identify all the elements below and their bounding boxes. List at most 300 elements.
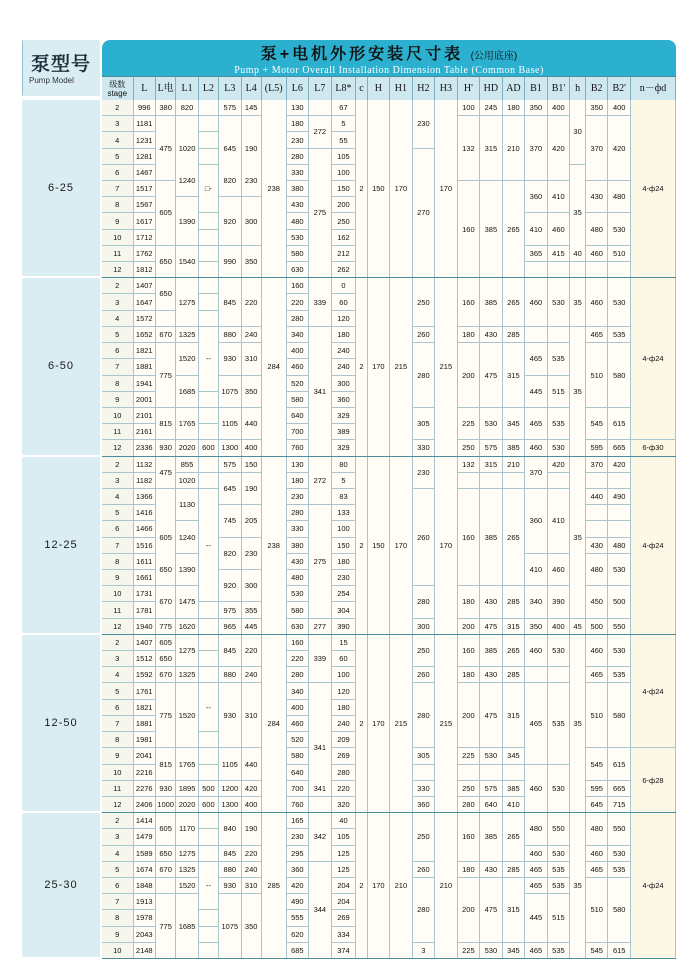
pump-model-header [22,40,100,96]
merged-cell-Hp: 132 [458,116,481,181]
pump-model-12-25: 12-25 [22,457,100,633]
merged-cell-B2p: 530 [608,635,631,667]
merged-cell-Hp: 160 [458,278,481,327]
cell-L8: 133 [332,505,357,521]
cell-stage: 9 [102,748,134,764]
cell-B1p [548,327,571,343]
cell-stage: 5 [102,149,134,165]
cell-L2 [199,732,219,748]
cell-L6: 230 [287,489,310,505]
cell-Hp: 180 [458,327,481,343]
merged-cell-h: 35 [570,813,586,959]
merged-cell-h: 30 [570,100,586,165]
cell-L2 [199,262,219,278]
cell-L: 1981 [134,732,157,748]
cell-L8: 80 [332,457,357,473]
merged-cell-c: 2 [356,457,367,635]
cell-B2p: 535 [608,667,631,683]
merged-cell-B2: 480 [586,213,609,245]
cell-AD: 210 [503,457,526,473]
cell-HD [480,765,503,781]
merged-cell-L1: 1520 [176,343,199,375]
merged-cell-L4: 350 [242,376,262,408]
merged-cell-H2: 280 [413,343,436,408]
cell-L8: 262 [332,262,357,278]
cell-stage: 4 [102,132,134,148]
merged-cell-B1: 460 [525,635,548,667]
merged-cell-nd: 4-ф24 [631,278,676,440]
cell-L8: 180 [332,554,357,570]
merged-cell-L7: 344 [309,862,332,959]
cell-B1: 465 [525,943,548,959]
cell-L2 [199,473,219,489]
merged-cell-B1p: 550 [548,813,571,845]
merged-cell-HD: 530 [480,748,503,764]
cell-stage: 11 [102,424,134,440]
cell-HD: 315 [480,457,503,473]
cell-L6: 490 [287,894,310,910]
merged-cell-L_motor: 775 [156,683,176,748]
merged-cell-L1: 1765 [176,748,199,780]
merged-cell-L5: 284 [262,635,287,813]
cell-L6: 430 [287,197,310,213]
cell-L1: 1325 [176,667,199,683]
cell-stage: 5 [102,327,134,343]
merged-cell-B1p: 535 [548,878,571,894]
merged-cell-B2p: 580 [608,343,631,408]
cell-L3: 1300 [219,797,242,813]
merged-cell-B1: 360 [525,181,548,213]
merged-cell-L_motor: 775 [156,894,176,959]
col-header-H: H [368,77,391,100]
cell-B2p: 535 [608,327,631,343]
cell-B2p: 615 [608,943,631,959]
cell-B1p: 400 [548,100,571,116]
cell-B2: 460 [586,846,609,862]
table-title-note: (公用底座) [470,51,518,62]
cell-L8: 120 [332,683,357,699]
cell-h [570,262,586,278]
cell-B2: 465 [586,327,609,343]
col-header-H2: H2 [413,77,436,100]
cell-B2p: 665 [608,440,631,456]
cell-AD: 180 [503,100,526,116]
cell-L8: 204 [332,894,357,910]
merged-cell-L4: 440 [242,748,262,780]
cell-L: 2276 [134,781,157,797]
merged-cell-B2: 450 [586,586,609,618]
cell-L6: 160 [287,635,310,651]
cell-stage: 9 [102,213,134,229]
merged-cell-HD: 385 [480,813,503,862]
cell-L6: 280 [287,149,310,165]
cell-B2p [608,505,631,521]
merged-cell-B2p: 665 [608,781,631,797]
cell-L8: 100 [332,521,357,537]
cell-L8: 120 [332,311,357,327]
cell-L2 [199,213,219,229]
cell-L2 [199,927,219,943]
cell-B2p [608,473,631,489]
merged-cell-B1p: 530 [548,765,571,814]
merged-cell-B2: 545 [586,748,609,780]
cell-Hp: 250 [458,440,481,456]
merged-cell-L1: 1685 [176,894,199,959]
merged-cell-AD: 385 [503,781,526,797]
cell-stage: 2 [102,100,134,116]
cell-B2: 595 [586,440,609,456]
cell-L: 1512 [134,651,157,667]
cell-stage: 4 [102,846,134,862]
merged-cell-H1: 170 [390,100,413,278]
cell-L_motor: 775 [156,619,176,635]
cell-H2 [413,765,436,781]
cell-L6: 280 [287,311,310,327]
merged-cell-L3: 930 [219,878,242,894]
cell-L1: 1325 [176,862,199,878]
merged-cell-h: 35 [570,635,586,813]
col-header-stage-cn: 级数 [109,79,126,89]
cell-L2 [199,846,219,862]
col-header-nd: n－фd [631,77,676,100]
col-header-L3: L3 [219,77,242,100]
merged-cell-B1: 410 [525,554,548,586]
cell-L: 1592 [134,667,157,683]
merged-cell-L4: 440 [242,408,262,440]
cell-L1: 820 [176,100,199,116]
merged-cell-H: 150 [368,100,391,278]
merged-cell-L6: 130 [287,100,310,116]
merged-cell-B2: 460 [586,246,609,262]
cell-stage: 2 [102,457,134,473]
cell-L: 1881 [134,716,157,732]
cell-L4: 445 [242,619,262,635]
cell-B1p [548,262,571,278]
cell-L6: 580 [287,748,310,764]
cell-L8: 204 [332,878,357,894]
cell-stage: 12 [102,440,134,456]
merged-cell-B2p: 500 [608,586,631,618]
cell-L: 2406 [134,797,157,813]
merged-cell-H2: 305 [413,748,436,764]
merged-cell-L_motor: 475 [156,116,176,181]
cell-stage: 2 [102,278,134,294]
cell-stage: 6 [102,343,134,359]
merged-cell-H3: 170 [435,100,458,278]
merged-cell-Hp: 250 [458,781,481,797]
cell-stage: 10 [102,943,134,959]
cell-B2: 370 [586,457,609,473]
cell-B2p: 420 [608,457,631,473]
cell-L2 [199,230,219,246]
col-header-stage-en: stage [107,88,128,98]
merged-cell-L_motor: 930 [156,781,176,797]
merged-cell-L7: 341 [309,683,332,813]
cell-L: 1652 [134,327,157,343]
cell-L8: 374 [332,943,357,959]
merged-cell-H2: 230 [413,457,436,489]
cell-stage: 10 [102,408,134,424]
cell-L8: 55 [332,132,357,148]
cell-L8: 254 [332,586,357,602]
cell-h: 45 [570,619,586,635]
merged-cell-AD: 265 [503,181,526,278]
cell-L: 1913 [134,894,157,910]
cell-stage: 2 [102,813,134,829]
cell-L2 [199,667,219,683]
col-header-stage [102,77,134,100]
cell-L8: 105 [332,829,357,845]
cell-L8: 100 [332,667,357,683]
cell-L6: 760 [287,440,310,456]
merged-cell-B1p: 420 [548,116,571,181]
merged-cell-L1: 1390 [176,197,199,246]
cell-L2 [199,132,219,148]
cell-L: 2161 [134,424,157,440]
cell-L2 [199,943,219,959]
merged-cell-B1: 460 [525,765,548,814]
cell-L6: 480 [287,213,310,229]
cell-H2: 360 [413,797,436,813]
cell-L8: 212 [332,246,357,262]
cell-L: 1466 [134,521,157,537]
column-header-row [102,76,676,101]
merged-cell-L1: 1240 [176,521,199,553]
merged-cell-L1: 1020 [176,116,199,181]
merged-cell-L4: 230 [242,165,262,197]
merged-cell-AD: 315 [503,878,526,943]
cell-AD: 410 [503,797,526,813]
cell-AD: 285 [503,667,526,683]
cell-L6: 230 [287,132,310,148]
cell-L8: 390 [332,619,357,635]
cell-L: 1611 [134,554,157,570]
merged-cell-H2: 305 [413,408,436,440]
cell-stage: 11 [102,602,134,618]
cell-stage: 9 [102,570,134,586]
cell-L6: 580 [287,602,310,618]
cell-L6: 760 [287,797,310,813]
merged-cell-AD: 315 [503,343,526,408]
cell-L8: 250 [332,213,357,229]
cell-L2 [199,246,219,262]
cell-L6: 530 [287,586,310,602]
cell-L8: 5 [332,473,357,489]
cell-L8: 304 [332,602,357,618]
merged-cell-L4: 300 [242,570,262,602]
merged-cell-L4: 230 [242,538,262,570]
cell-L: 1661 [134,570,157,586]
cell-L6: 460 [287,359,310,375]
merged-cell-HD: 315 [480,116,503,181]
table-subtitle: Pump + Motor Overall Installation Dimension Table (Common Base) [234,65,544,76]
cell-B1 [525,667,548,683]
cell-L_motor: 670 [156,667,176,683]
merged-cell-L2: -- [199,489,219,602]
merged-cell-B1p: 535 [548,343,571,375]
merged-cell-Hp: 200 [458,683,481,748]
merged-cell-H3: 210 [435,813,458,959]
merged-cell-Hp: 160 [458,635,481,667]
merged-cell-L4: 310 [242,343,262,375]
merged-cell-Hp: 180 [458,586,481,618]
merged-cell-L7: 272 [309,116,332,148]
cell-Hp [458,765,481,781]
cell-L8: 240 [332,359,357,375]
cell-L_motor: 670 [156,862,176,878]
cell-L1: 1275 [176,846,199,862]
cell-L: 1848 [134,878,157,894]
cell-L: 1589 [134,846,157,862]
merged-cell-L3: 840 [219,813,242,845]
cell-B1p [548,473,571,489]
cell-L6: 700 [287,781,310,797]
merged-cell-h: 35 [570,278,586,327]
cell-L2 [199,813,219,829]
merged-cell-L3: 645 [219,473,242,505]
cell-L4: 400 [242,797,262,813]
cell-L8: 125 [332,862,357,878]
merged-cell-L3: 1105 [219,748,242,780]
cell-L6: 130 [287,457,310,473]
cell-L: 1978 [134,910,157,926]
cell-L6: 520 [287,732,310,748]
merged-cell-L1: 1275 [176,278,199,327]
cell-L: 1281 [134,149,157,165]
cell-L3: 880 [219,667,242,683]
cell-Hp: 225 [458,943,481,959]
cell-L_motor: 650 [156,846,176,862]
merged-cell-AD: 265 [503,813,526,862]
cell-stage: 10 [102,765,134,781]
cell-L: 1617 [134,213,157,229]
merged-cell-L4: 350 [242,894,262,959]
merged-cell-L5: 238 [262,457,287,635]
merged-cell-B1p: 535 [548,408,571,440]
cell-L4: 240 [242,667,262,683]
merged-cell-c: 2 [356,813,367,959]
cell-L: 1414 [134,813,157,829]
merged-cell-HD: 575 [480,781,503,797]
cell-Hp: 280 [458,797,481,813]
merged-cell-B2p: 420 [608,116,631,181]
cell-L2: 600 [199,440,219,456]
merged-cell-HD: 475 [480,343,503,408]
merged-cell-h: 40 [570,246,586,262]
merged-cell-L7: 275 [309,149,332,279]
merged-cell-B1: 460 [525,278,548,327]
cell-L2: 600 [199,797,219,813]
merged-cell-AD: 345 [503,748,526,764]
cell-L1: 1325 [176,327,199,343]
cell-L6: 580 [287,246,310,262]
cell-L2 [199,278,219,294]
cell-L8: 162 [332,230,357,246]
merged-cell-L4: 190 [242,473,262,505]
cell-stage: 4 [102,667,134,683]
merged-cell-L7: 339 [309,278,332,327]
merged-cell-B1p: 530 [548,278,571,327]
cell-L6: 555 [287,910,310,926]
cell-L: 1479 [134,829,157,845]
cell-L: 1231 [134,132,157,148]
merged-cell-H2: 330 [413,781,436,797]
cell-stage: 7 [102,181,134,197]
cell-L6: 530 [287,230,310,246]
merged-cell-L1: 1170 [176,813,199,845]
merged-cell-B1: 465 [525,878,548,894]
cell-L3: 1300 [219,440,242,456]
merged-cell-B2p: 510 [608,246,631,262]
cell-L3: 575 [219,457,242,473]
cell-stage: 8 [102,910,134,926]
merged-cell-L_motor: 605 [156,489,176,586]
col-header-B1: B1 [525,77,548,100]
merged-cell-B2: 480 [586,554,609,586]
cell-L8: 60 [332,294,357,310]
cell-HD: 430 [480,862,503,878]
cell-L6: 430 [287,554,310,570]
cell-L4: 145 [242,100,262,116]
cell-L8: 15 [332,635,357,651]
cell-L6: 340 [287,327,310,343]
cell-L8: 220 [332,781,357,797]
cell-stage: 12 [102,797,134,813]
cell-B2 [586,505,609,521]
merged-cell-L2: -- [199,327,219,392]
merged-cell-L3: 930 [219,683,242,748]
merged-cell-L4: 190 [242,813,262,845]
merged-cell-B2: 510 [586,343,609,408]
cell-L: 2148 [134,943,157,959]
merged-cell-L3: 930 [219,343,242,375]
cell-L1: 2020 [176,440,199,456]
cell-B2: 500 [586,619,609,635]
cell-AD: 345 [503,943,526,959]
merged-cell-H2: 280 [413,586,436,618]
merged-cell-B1: 360 [525,489,548,554]
merged-cell-H: 170 [368,278,391,456]
merged-cell-L1: 1540 [176,246,199,278]
cell-L6: 460 [287,716,310,732]
cell-L: 996 [134,100,157,116]
merged-cell-H: 170 [368,635,391,813]
cell-L8: 269 [332,910,357,926]
cell-HD: 530 [480,943,503,959]
cell-L6: 640 [287,408,310,424]
cell-L: 1647 [134,294,157,310]
cell-L8: 329 [332,408,357,424]
cell-L: 1940 [134,619,157,635]
cell-L: 1674 [134,862,157,878]
merged-cell-L2: □- [199,165,219,214]
cell-B1: 465 [525,862,548,878]
merged-cell-B1p: 410 [548,489,571,554]
merged-cell-L_motor: 775 [156,343,176,408]
merged-cell-L3: 1200 [219,781,242,797]
cell-B1p: 535 [548,943,571,959]
cell-B2: 465 [586,667,609,683]
cell-stage: 7 [102,716,134,732]
cell-L_motor: 605 [156,635,176,651]
cell-L8: 334 [332,927,357,943]
merged-cell-B1: 365 [525,246,548,262]
cell-stage: 10 [102,586,134,602]
cell-stage: 6 [102,878,134,894]
merged-cell-B2: 510 [586,878,609,943]
cell-L: 1407 [134,278,157,294]
cell-L2 [199,392,219,408]
